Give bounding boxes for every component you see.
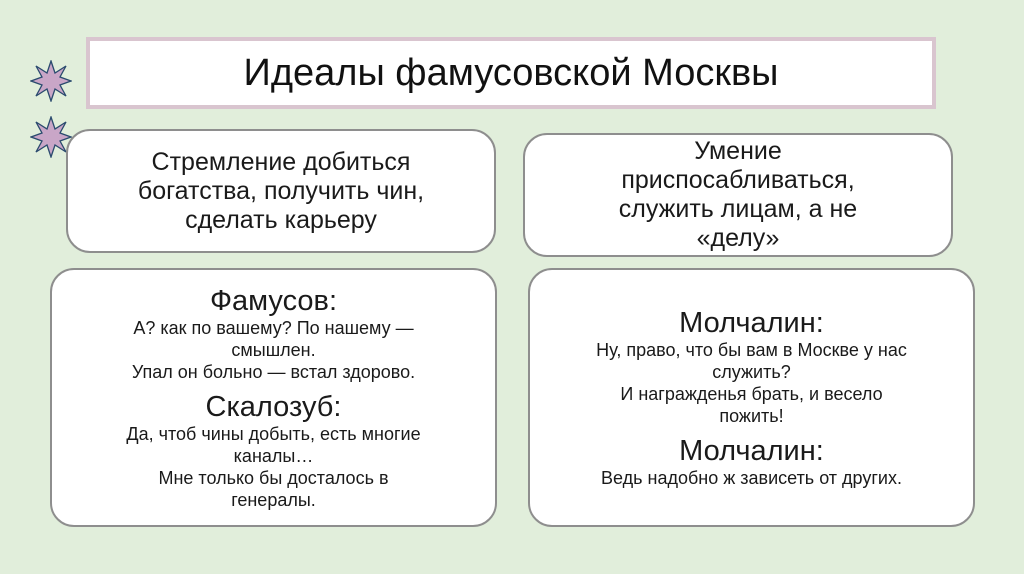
box-bottom-left: [50, 268, 497, 527]
quote-line: генералы.: [231, 489, 316, 510]
quote-line: смышлен.: [231, 339, 316, 360]
speaker-name: Молчалин:: [679, 306, 824, 339]
quote-line: Ну, право, что бы вам в Москве у нас: [596, 339, 907, 360]
speaker-name: Скалозуб:: [205, 390, 342, 423]
title-box: [86, 37, 936, 109]
quote-line: А? как по вашему? По нашему —: [133, 317, 414, 338]
quote-line: Ведь надобно ж зависеть от других.: [601, 467, 902, 488]
box-line: Стремление добиться: [151, 147, 411, 176]
quote-line: Мне только бы досталось в: [158, 467, 389, 488]
speaker-name: Молчалин:: [679, 434, 824, 467]
box-top-right: [523, 133, 953, 257]
box-line: «делу»: [696, 224, 780, 252]
star-burst-icon: [30, 60, 72, 102]
box-bottom-right: [528, 268, 975, 527]
quote-line: пожить!: [719, 405, 784, 426]
quote-line: служить?: [712, 361, 791, 382]
quote-line: Да, чтоб чины добыть, есть многие: [126, 423, 421, 444]
slide-title: Идеалы фамусовской Москвы: [243, 51, 779, 94]
quote-line: Упал он больно — встал здорово.: [131, 361, 416, 382]
box-top-left: [66, 129, 496, 253]
quote-line: каналы…: [233, 445, 314, 466]
quote-line: И награжденья брать, и весело: [620, 383, 883, 404]
box-line: сделать карьеру: [185, 205, 377, 234]
box-line: приспосабливаться,: [621, 166, 855, 194]
speaker-name: Фамусов:: [209, 284, 338, 317]
box-line: служить лицам, а не: [618, 195, 858, 223]
box-line: Умение: [694, 137, 782, 165]
box-line: богатства, получить чин,: [137, 176, 425, 205]
